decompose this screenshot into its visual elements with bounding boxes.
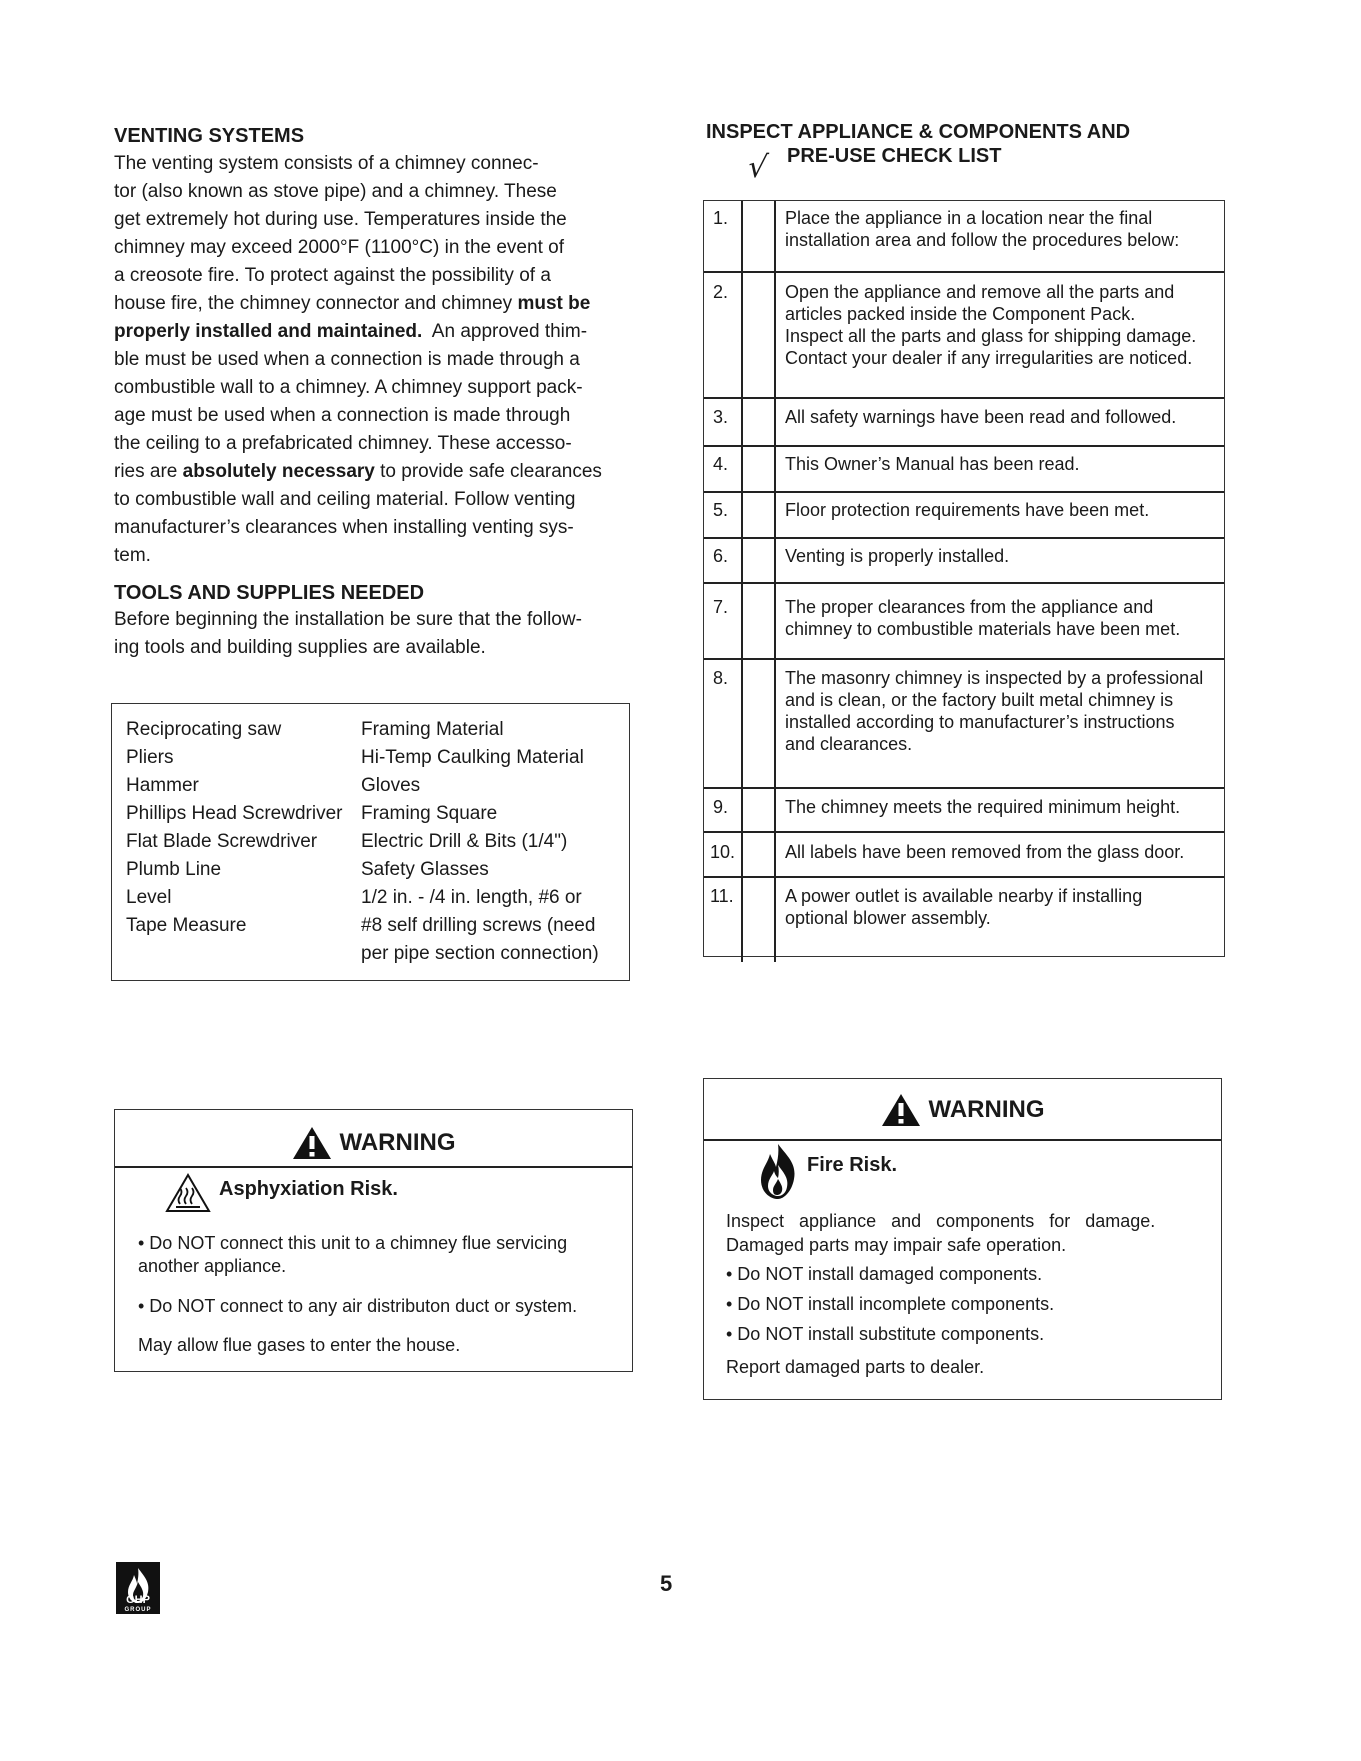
- checklist-subheading: PRE-USE CHECK LIST: [787, 145, 1002, 167]
- tool-item: Gloves: [361, 775, 421, 796]
- warning-title-text: WARNING: [339, 1129, 456, 1156]
- flame-icon: [756, 1141, 800, 1203]
- venting-line: the ceiling to a prefabricated chimney. These accesso-: [114, 433, 572, 454]
- tools-heading: TOOLS AND SUPPLIES NEEDED: [114, 582, 425, 604]
- emphasis-text: properly installed and maintained.: [114, 321, 423, 342]
- checklist-item-number: 2.: [713, 282, 729, 302]
- checklist-line: A power outlet is available nearby if installing: [785, 886, 1143, 906]
- warning-line: • Do NOT connect to any air distributon duct or system.: [138, 1296, 578, 1316]
- warning-title: [115, 1126, 632, 1160]
- risk-label: Fire Risk.: [807, 1154, 898, 1176]
- checklist-line: installation area and follow the procedures below:: [785, 230, 1180, 250]
- tool-item: Hammer: [126, 775, 199, 796]
- venting-heading: VENTING SYSTEMS: [114, 125, 305, 147]
- venting-line: The venting system consists of a chimney connec-: [114, 153, 539, 174]
- checklist-item-text: [785, 841, 1220, 863]
- tool-item: Pliers: [126, 747, 174, 768]
- venting-line: house fire, the chimney connector and chimney must be: [114, 293, 591, 314]
- tool-item: Hi-Temp Caulking Material: [361, 747, 584, 768]
- checklist-item-number: 9.: [713, 797, 729, 817]
- warning-title-text: WARNING: [928, 1096, 1045, 1123]
- tool-item: Level: [126, 887, 172, 908]
- venting-line: ble must be used when a connection is made through a: [114, 349, 580, 370]
- ghp-group-logo: [110, 1556, 166, 1624]
- checklist-item-number: 3.: [713, 407, 729, 427]
- checklist-heading: INSPECT APPLIANCE & COMPONENTS AND: [706, 121, 1131, 143]
- checklist-item-number: 8.: [713, 668, 729, 688]
- warning-divider: [115, 1166, 632, 1168]
- tool-item: per pipe section connection): [361, 943, 599, 964]
- venting-line: to combustible wall and ceiling material. Follow venting: [114, 489, 576, 510]
- venting-line: age must be used when a connection is made through: [114, 405, 571, 426]
- warning-line: Damaged parts may impair safe operation.: [726, 1235, 1067, 1255]
- checklist-line: Contact your dealer if any irregularities are noticed.: [785, 348, 1193, 368]
- tools-intro-line: ing tools and building supplies are available.: [114, 637, 486, 658]
- tool-item: Flat Blade Screwdriver: [126, 831, 318, 852]
- tool-item: Reciprocating saw: [126, 719, 282, 740]
- checklist-item-text: [785, 796, 1220, 818]
- tools-list-box: [111, 703, 630, 981]
- tools-right-column: [361, 716, 599, 968]
- checklist-line: All safety warnings have been read and followed.: [785, 407, 1177, 427]
- venting-line: chimney may exceed 2000°F (1100°C) in the event of: [114, 237, 564, 258]
- checklist-item-text: [785, 281, 1220, 369]
- checklist-item-text: [785, 545, 1220, 567]
- checklist-item-text: [785, 499, 1220, 521]
- warning-line: • Do NOT connect this unit to a chimney flue servicing: [138, 1233, 568, 1253]
- tool-item: Safety Glasses: [361, 859, 489, 880]
- pre-use-check-list: [703, 200, 1225, 957]
- check-mark-icon: √: [745, 150, 770, 185]
- venting-paragraph: [114, 150, 644, 570]
- tool-item: Electric Drill & Bits (1/4"): [361, 831, 568, 852]
- fire-risk-warning-box: [703, 1078, 1222, 1400]
- checklist-item-number: 5.: [713, 500, 729, 520]
- checklist-line: installed according to manufacturer’s instructions: [785, 712, 1175, 732]
- tool-item: Tape Measure: [126, 915, 247, 936]
- checklist-item-number: 1.: [713, 208, 729, 228]
- row-divider: [704, 445, 1224, 447]
- checklist-line: This Owner’s Manual has been read.: [785, 454, 1080, 474]
- warning-line: • Do NOT install substitute components.: [726, 1324, 1045, 1344]
- emphasis-text: absolutely necessary: [182, 461, 375, 482]
- row-divider: [704, 582, 1224, 584]
- venting-line: get extremely hot during use. Temperatures inside the: [114, 209, 567, 230]
- checklist-item-text: [785, 453, 1220, 475]
- venting-line: tor (also known as stove pipe) and a chimney. These: [114, 181, 557, 202]
- tool-item: Plumb Line: [126, 859, 222, 880]
- checklist-line: Floor protection requirements have been met.: [785, 500, 1150, 520]
- warning-title: [704, 1093, 1221, 1127]
- checklist-line: chimney to combustible materials have been met.: [785, 619, 1181, 639]
- checklist-line: The proper clearances from the appliance and: [785, 597, 1154, 617]
- checklist-line: articles packed inside the Component Pack.: [785, 304, 1136, 324]
- checklist-item-text: [785, 406, 1220, 428]
- tools-intro-line: Before beginning the installation be sure that the follow-: [114, 609, 582, 630]
- checklist-item-text: [785, 667, 1220, 755]
- row-divider: [704, 271, 1224, 273]
- warning-line: May allow flue gases to enter the house.: [138, 1335, 461, 1355]
- warning-line: Report damaged parts to dealer.: [726, 1357, 985, 1377]
- tool-item: #8 self drilling screws (need: [361, 915, 596, 936]
- venting-line: properly installed and maintained. An approved thim-: [114, 321, 588, 342]
- risk-label: Asphyxiation Risk.: [219, 1178, 398, 1200]
- tools-intro: [114, 606, 644, 662]
- logo-text-top: GHP: [126, 1594, 150, 1606]
- row-divider: [704, 831, 1224, 833]
- tool-item: Framing Square: [361, 803, 498, 824]
- checklist-item-number: 10.: [710, 842, 736, 862]
- row-divider: [704, 876, 1224, 878]
- checklist-item-text: [785, 596, 1220, 640]
- checklist-item-number: 6.: [713, 546, 729, 566]
- checklist-item-number: 11.: [710, 886, 734, 906]
- row-divider: [704, 787, 1224, 789]
- checklist-line: and is clean, or the factory built metal chimney is: [785, 690, 1174, 710]
- tools-left-column: [126, 716, 342, 940]
- warning-line: • Do NOT install damaged components.: [726, 1264, 1043, 1284]
- checklist-line: The chimney meets the required minimum height.: [785, 797, 1181, 817]
- venting-line: manufacturer’s clearances when installing venting sys-: [114, 517, 574, 538]
- checklist-line: Open the appliance and remove all the parts and: [785, 282, 1175, 302]
- venting-line: a creosote fire. To protect against the possibility of a: [114, 265, 551, 286]
- row-divider: [704, 658, 1224, 660]
- checklist-line: Inspect all the parts and glass for shipping damage.: [785, 326, 1197, 346]
- emphasis-text: must be: [517, 293, 591, 314]
- page-number: 5: [660, 1571, 673, 1596]
- warning-line: Inspect appliance and components for damage.: [726, 1211, 1156, 1231]
- row-divider: [704, 537, 1224, 539]
- venting-line: tem.: [114, 545, 151, 566]
- warning-triangle-icon: [881, 1093, 921, 1127]
- checklist-item-number: 4.: [713, 454, 729, 474]
- checklist-item-number: 7.: [713, 597, 729, 617]
- tool-item: 1/2 in. - /4 in. length, #6 or: [361, 887, 582, 908]
- hot-surface-icon: [165, 1173, 211, 1213]
- checklist-line: The masonry chimney is inspected by a professional: [785, 668, 1204, 688]
- checklist-line: Place the appliance in a location near the final: [785, 208, 1153, 228]
- tool-item: Phillips Head Screwdriver: [126, 803, 343, 824]
- warning-line: • Do NOT install incomplete components.: [726, 1294, 1055, 1314]
- tool-item: Framing Material: [361, 719, 504, 740]
- venting-line: combustible wall to a chimney. A chimney support pack-: [114, 377, 583, 398]
- row-divider: [704, 397, 1224, 399]
- checklist-line: optional blower assembly.: [785, 908, 991, 928]
- checklist-line: and clearances.: [785, 734, 913, 754]
- warning-line: another appliance.: [138, 1256, 287, 1276]
- logo-text-bottom: GROUP: [124, 1607, 152, 1613]
- checklist-line: Venting is properly installed.: [785, 546, 1010, 566]
- checklist-line: All labels have been removed from the glass door.: [785, 842, 1185, 862]
- row-divider: [704, 491, 1224, 493]
- asphyxiation-warning-box: [114, 1109, 633, 1372]
- venting-line: ries are absolutely necessary to provide safe clearances: [114, 461, 602, 482]
- checklist-item-text: [785, 885, 1220, 929]
- checklist-item-text: [785, 207, 1220, 251]
- warning-triangle-icon: [292, 1126, 332, 1160]
